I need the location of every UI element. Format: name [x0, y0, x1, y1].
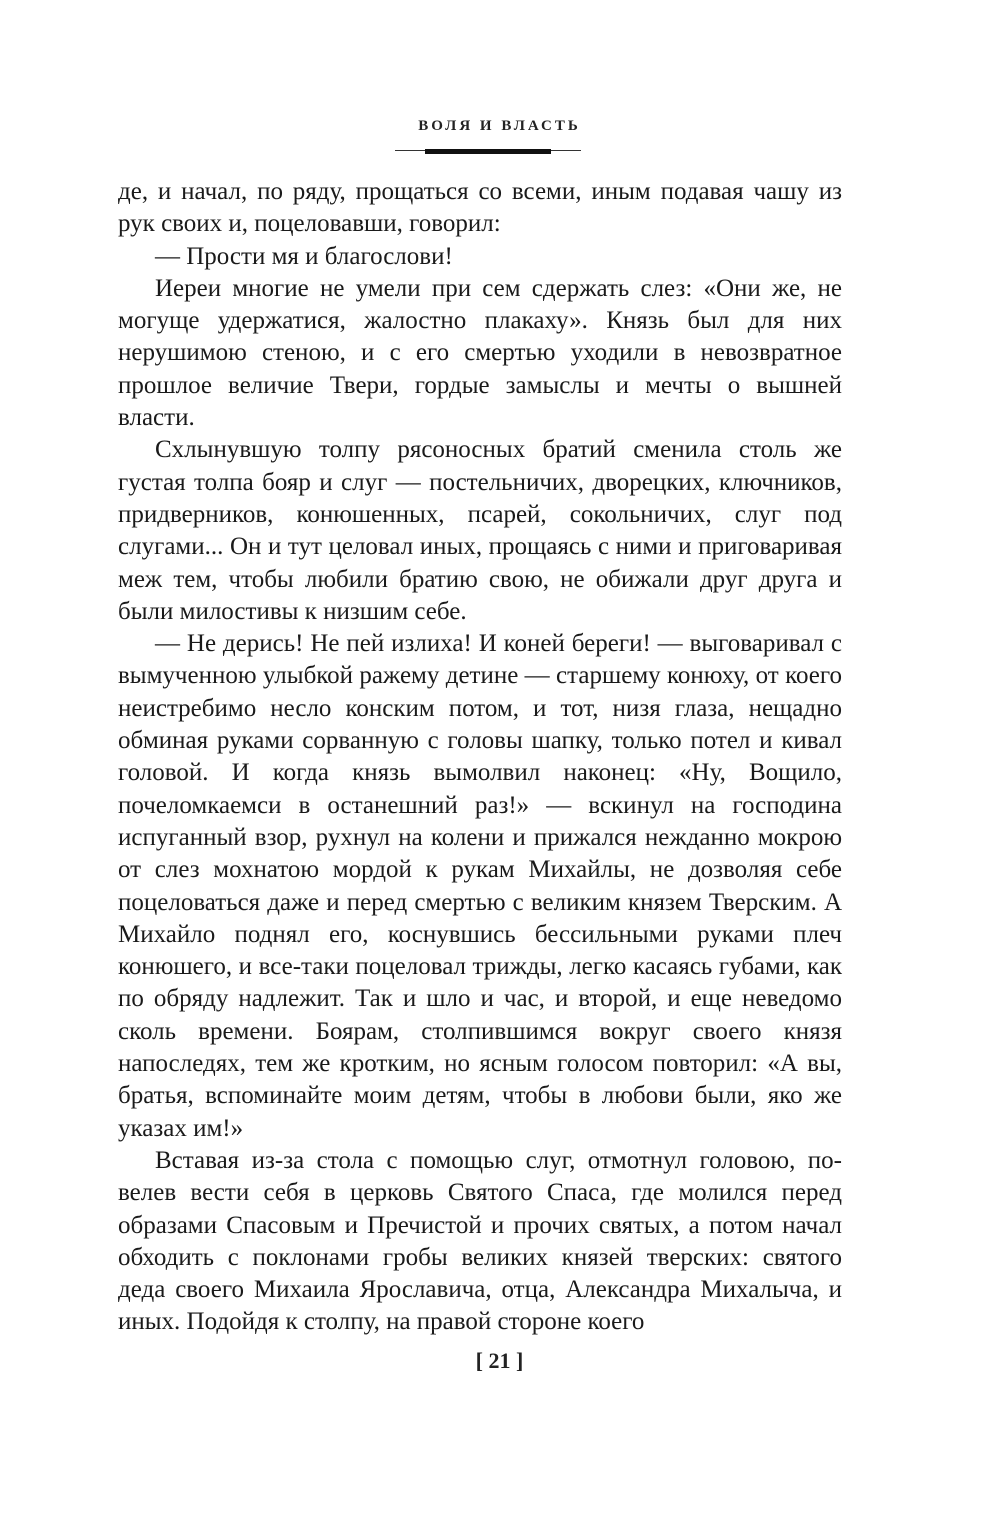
header-rule-accent [425, 149, 551, 154]
paragraph: — Не дерись! Не пей излиха! И коней береги! — выговаривал с вымученною улыбкой ражему детине — старшему конюху, от коего неистребимо несло конским потом, и тот, низя глаза, нещадно обминая руками сорванную с головы шапку, только потел и кивал головой. И когда князь вымолвил наконец: «Ну, Вощило, почеломкаемси в останешний раз!» — вскинул на господина испуганный взор, рухнул на колени и прижался нежданно мокрою от слез мохнатою мордой к рукам Михайлы, не дозволяя себе поцеловаться даже и перед смертью с великим князем Тверским. А Михайло поднял его, коснувшись бессильными руками плеч конюшего, и все-таки поцеловал трижды, легко касаясь губами, как по обряду надлежит. Так и шло и час, и второй, и еще неведомо сколь времени. Боярам, столпившимся вокруг своего князя напоследях, тем же кротким, но ясным голосом повторил: «А вы, братья, вспоминайте моим детям, чтобы в любови были, яко же указах им!» [118, 630, 842, 1142]
paragraph: — Прости мя и благослови! [155, 242, 453, 270]
body-text [118, 176, 842, 1339]
paragraph: Схлынувшую толпу рясоносных братий сменила столь же густая толпа бояр и слуг — постельничих, дворецких, ключников, придверников, конюшенных, псарей, сокольничих, слуг под слугами... Он и тут целовал иных, прощаясь с ними и приговаривая меж тем, чтобы любили братию свою, не обижали друг друга и были милостивы к низшим себе. [118, 436, 842, 625]
running-title: ВОЛЯ И ВЛАСТЬ [418, 118, 581, 134]
paragraph-continuation: де, и начал, по ряду, прощаться со всеми, иным подавая чашу из рук своих и, поцеловавши, говорил: [118, 178, 842, 238]
paragraph: Иереи многие не умели при сем сдержать слез: «Они же, не могуще удержатися, жалостно плакаху». Князь был для них нерушимою стеною, и с его смертью уходили в невозвратное прошлое величие Твери, гордые замыслы и мечты о вышней власти. [118, 274, 842, 432]
page-number: [ 21 ] [475, 1348, 524, 1373]
paragraph: Вставая из-за стола с помощью слуг, отмотнул головою, повелев вести себя в церковь Святого Спаса, где молился перед образами Спасовым и Пречистой и прочих святых, а потом начал обходить с поклонами гробы великих князей тверских: святого деда своего Михаила Ярославича, отца, Александра Михалыча, и иных. Подойдя к столпу, на правой стороне коего [118, 1146, 842, 1336]
